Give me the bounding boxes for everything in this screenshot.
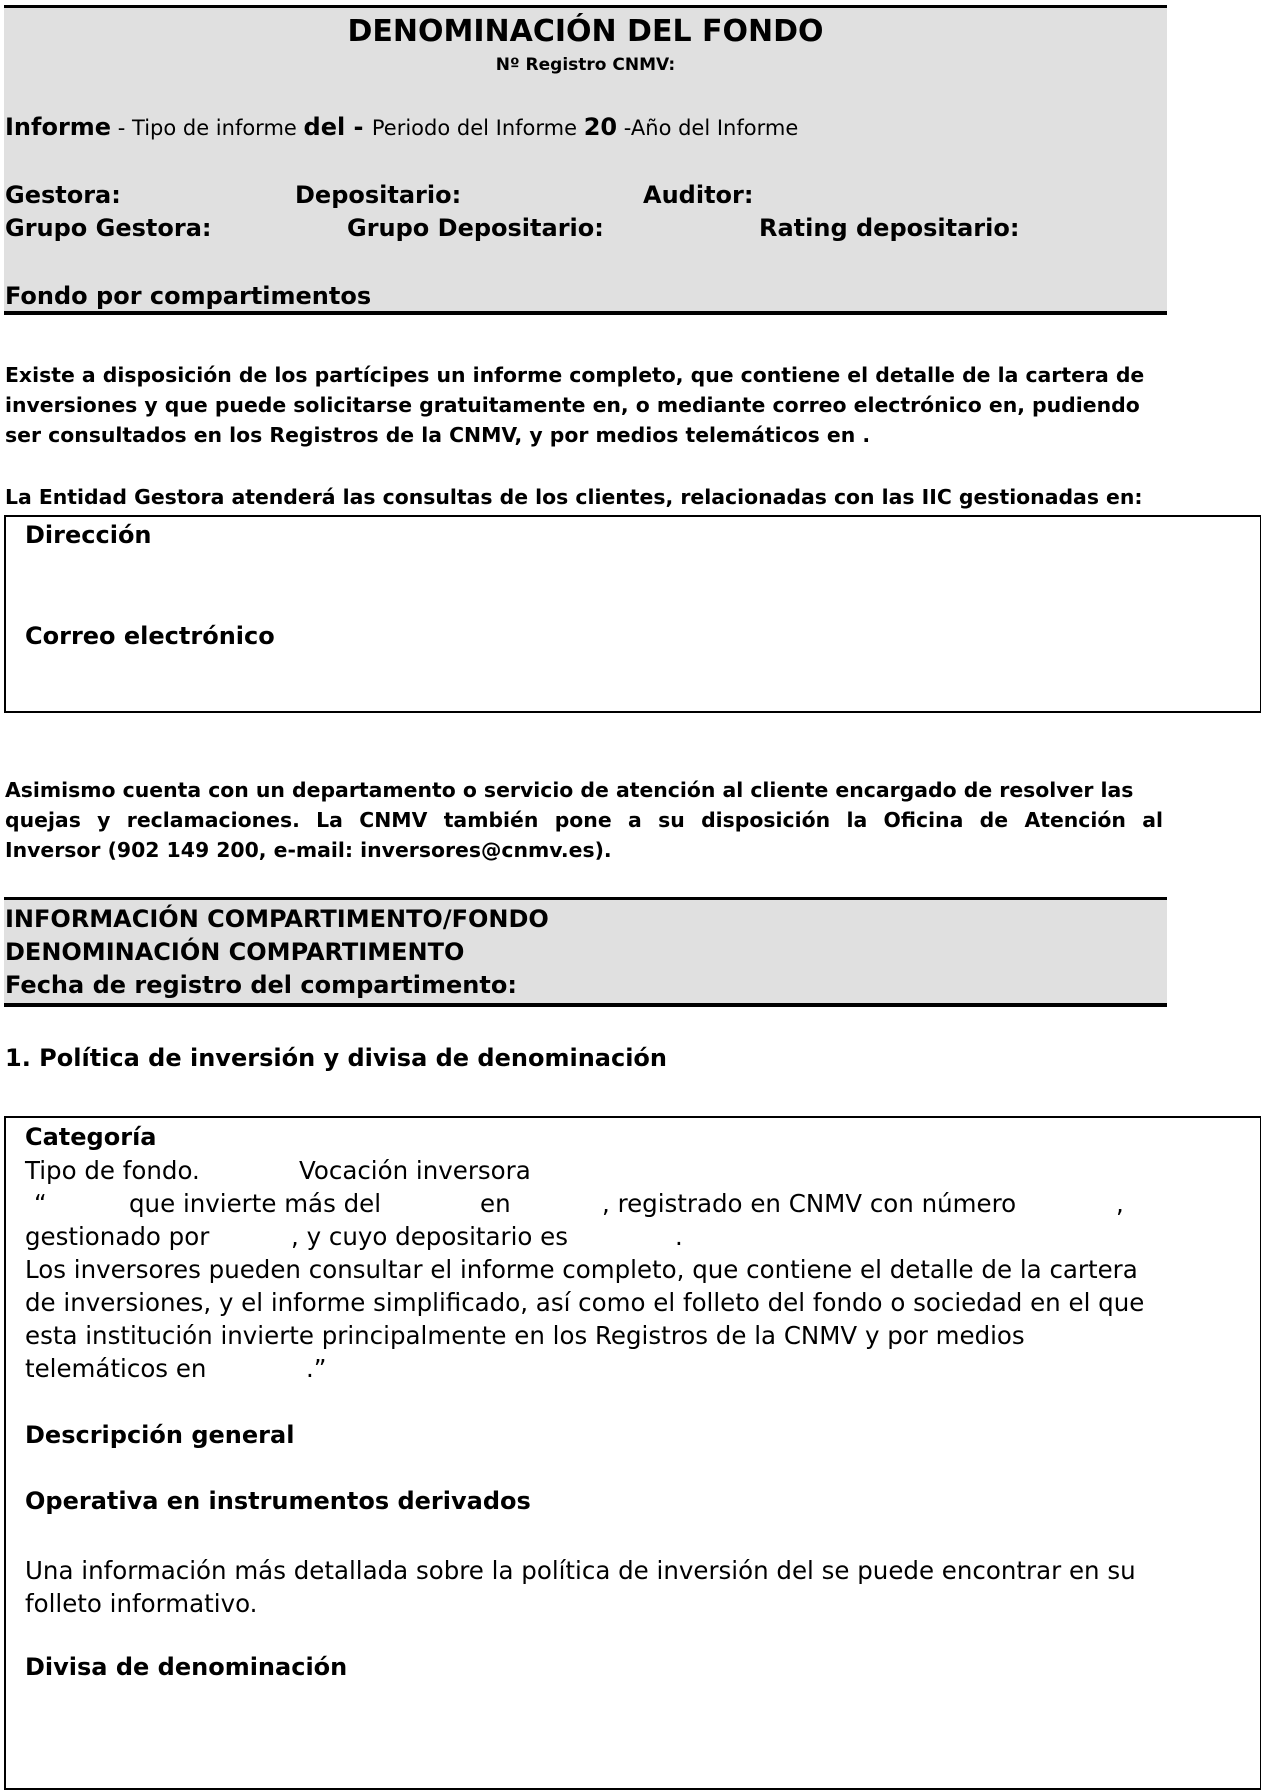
info-compartimento: INFORMACIÓN COMPARTIMENTO/FONDO	[5, 905, 549, 933]
complaints-word: la	[846, 808, 868, 832]
fund-title: DENOMINACIÓN DEL FONDO	[347, 14, 824, 49]
correo-label: Correo electrónico	[25, 622, 275, 650]
tipo-fondo-text: Tipo de fondo.	[25, 1156, 200, 1185]
auditor-label: Auditor:	[643, 181, 754, 209]
intro-paragraph: Existe a disposición de los partícipes un informe completo, que contiene el detalle de la cartera de inversiones y que puede solicitarse gratuitamente en, o mediante correo electrónico en, pudiendo ser consultados en los Registros de la CNMV, y por medios telemáticos en .	[5, 363, 1145, 447]
policy-heading: 1. Política de inversión y divisa de denominación	[5, 1044, 668, 1072]
direccion-label: Dirección	[25, 521, 152, 549]
quote-close: .”	[306, 1354, 327, 1383]
vocacion-text: Vocación inversora	[299, 1156, 531, 1185]
complaints-word: Atención	[1024, 808, 1126, 832]
complaints-word: disposición	[701, 808, 831, 832]
complaints-justified-line	[5, 805, 1163, 835]
invierte-text: que invierte más del	[129, 1189, 382, 1218]
period-text: .	[675, 1222, 683, 1251]
grupo-depositario-label: Grupo Depositario:	[347, 214, 604, 242]
fecha-registro: Fecha de registro del compartimento:	[5, 971, 517, 999]
complaints-word: y	[97, 808, 111, 832]
complaints-word: Oficina	[883, 808, 964, 832]
complaints-word: su	[658, 808, 685, 832]
denominacion-compartimento: DENOMINACIÓN COMPARTIMENTO	[5, 938, 465, 966]
registrado-text: , registrado en CNMV con número	[602, 1189, 1017, 1218]
comma-text: ,	[1116, 1189, 1124, 1218]
fondo-compartimentos-label: Fondo por compartimentos	[5, 282, 372, 310]
categoria-label: Categoría	[25, 1123, 157, 1151]
complaints-word: CNMV	[359, 808, 428, 832]
en-text: en	[480, 1189, 511, 1218]
complaints-word: La	[316, 808, 343, 832]
telematicos-text: telemáticos en	[25, 1354, 207, 1383]
complaints-word: pone	[554, 808, 612, 832]
complaints-paragraph: Asimismo cuenta con un departamento o servicio de atención al cliente encargado de resolver las quejas y reclamaciones. La CNMV también pone a su disposición la Oficina de Atención al Inversor (902 149 200, e-mail: inversores@cnmv.es).	[5, 778, 1163, 862]
complaints-word: también	[443, 808, 539, 832]
info-detallada-paragraph: Una información más detallada sobre la política de inversión del se puede encontrar en su folleto informativo.	[25, 1556, 1136, 1618]
grupo-gestora-label: Grupo Gestora:	[5, 214, 212, 242]
quote-open: “	[34, 1189, 47, 1218]
complaints-word: reclamaciones.	[126, 808, 300, 832]
operativa-label: Operativa en instrumentos derivados	[25, 1487, 531, 1515]
consultas-text: La Entidad Gestora atenderá las consultas de los clientes, relacionadas con las IIC gestionadas en:	[5, 485, 1143, 509]
complaints-word: quejas	[5, 808, 81, 832]
gestora-label: Gestora:	[5, 181, 121, 209]
depositario-text: , y cuyo depositario es	[291, 1222, 568, 1251]
complaints-word: al	[1142, 808, 1163, 832]
rating-depositario-label: Rating depositario:	[759, 214, 1020, 242]
gestionado-text: gestionado por	[25, 1222, 210, 1251]
informe-completo-paragraph: Los inversores pueden consultar el informe completo, que contiene el detalle de la cartera de inversiones, y el informe simplificado, así como el folleto del fondo o sociedad en el que esta institución invierte principalmente en los Registros de la CNMV y por medios	[25, 1255, 1145, 1350]
depositario-label: Depositario:	[295, 181, 462, 209]
header-panel	[4, 5, 1167, 315]
informe-line: Informe - Tipo de informe del - Periodo del Informe 20 -Año del Informe	[5, 113, 799, 141]
registro-cnmv: Nº Registro CNMV:	[495, 55, 676, 75]
divisa-label: Divisa de denominación	[25, 1653, 348, 1681]
complaints-word: a	[627, 808, 642, 832]
complaints-word: de	[979, 808, 1009, 832]
descripcion-label: Descripción general	[25, 1421, 295, 1449]
contact-box	[4, 515, 1261, 713]
